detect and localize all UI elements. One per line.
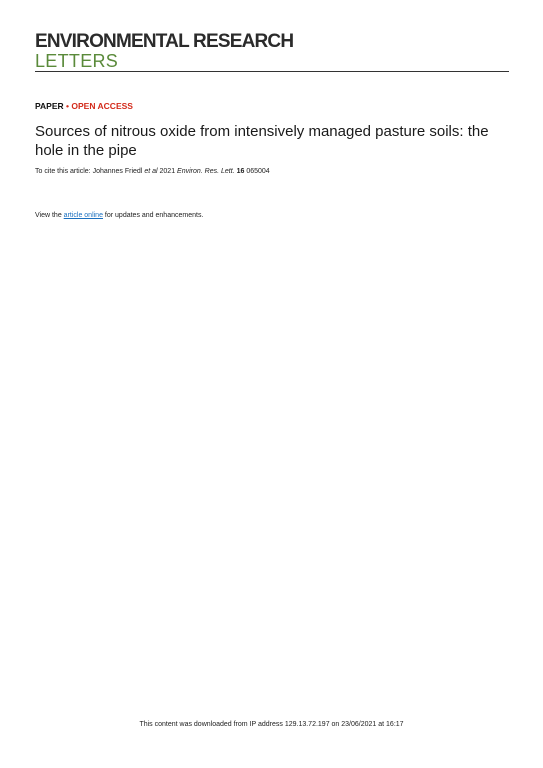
citation-prefix: To cite this article: Johannes Friedl xyxy=(35,168,145,175)
journal-name-line2: LETTERS xyxy=(35,51,119,71)
view-suffix: for updates and enhancements. xyxy=(102,212,204,219)
article-online-link[interactable]: article online xyxy=(63,212,103,219)
journal-name-line1: ENVIRONMENTAL RESEARCH xyxy=(35,31,294,52)
download-footer: This content was downloaded from IP address 129.13.72.197 on 23/06/2021 at 16:17 xyxy=(139,721,404,728)
citation-number: 065004 xyxy=(246,168,270,175)
journal-masthead xyxy=(35,32,293,70)
open-access-label: OPEN ACCESS xyxy=(71,101,133,111)
citation-volume: 16 xyxy=(236,168,245,175)
citation-etal: et al xyxy=(144,168,158,175)
citation-journal: Environ. Res. Lett. xyxy=(177,168,235,175)
citation-line xyxy=(35,168,270,175)
article-kicker xyxy=(35,101,133,111)
header-divider xyxy=(35,71,509,72)
article-type-label: PAPER xyxy=(35,101,64,111)
article-title: Sources of nitrous oxide from intensively managed pasture soils: the hole in the pipe xyxy=(35,123,489,159)
view-prefix: View the xyxy=(35,212,64,219)
citation-year: 2021 xyxy=(159,168,178,175)
kicker-separator: • xyxy=(66,101,70,111)
view-online-line xyxy=(35,212,203,219)
